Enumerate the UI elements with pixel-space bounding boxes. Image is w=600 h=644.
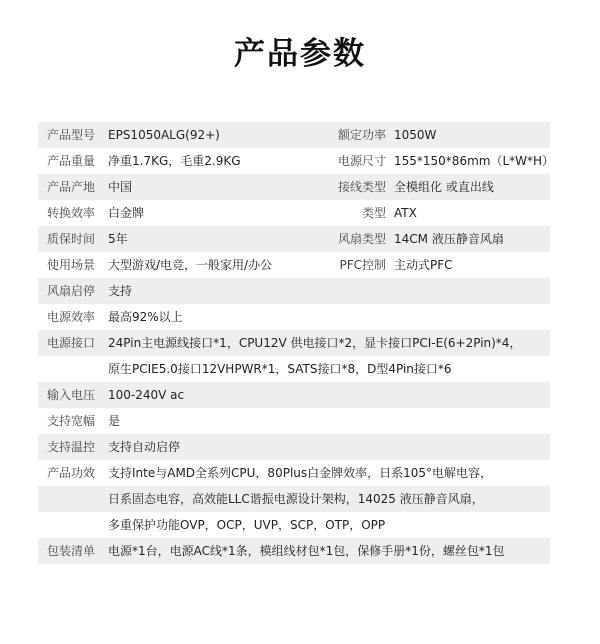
- table-row: [38, 148, 555, 174]
- table-row: [38, 122, 550, 148]
- page-title: 产品参数: [234, 36, 366, 72]
- spec-value: 多重保护功能OVP，OCP，UVP，SCP，OTP，OPP: [108, 518, 386, 532]
- spec-value: 14CM 液压静音风扇: [394, 232, 504, 246]
- spec-value: 原生PCIE5.0接口12VHPWR*1，SATS接口*8，D型4Pin接口*6: [108, 362, 452, 376]
- spec-value: 中国: [108, 180, 133, 194]
- spec-label: 包装清单: [47, 544, 96, 558]
- table-row: [38, 486, 550, 512]
- spec-value: 支持: [108, 284, 133, 298]
- spec-label: 转换效率: [47, 206, 96, 220]
- spec-value: 电源*1台，电源AC线*1条，模组线材包*1包，保修手册*1份，螺丝包*1包: [108, 544, 505, 558]
- spec-value: 支持自动启停: [108, 440, 181, 454]
- table-row: [38, 408, 550, 434]
- table-row: [38, 356, 550, 382]
- spec-value: 净重1.7KG，毛重2.9KG: [108, 154, 241, 168]
- table-row: [38, 304, 550, 330]
- spec-value: 24Pin主电源线接口*1，CPU12V 供电接口*2，显卡接口PCI-E(6+2Pin)*4，: [108, 336, 522, 350]
- spec-value: 100-240V ac: [108, 388, 185, 402]
- spec-label: 输入电压: [47, 388, 96, 402]
- spec-label: 接线类型: [337, 180, 386, 194]
- table-row: [38, 538, 550, 564]
- spec-label: PFC控制: [339, 258, 386, 272]
- spec-label: 电源接口: [47, 336, 96, 350]
- spec-value: 155*150*86mm（L*W*H）: [394, 154, 555, 168]
- spec-value: 5年: [108, 232, 128, 246]
- table-row: [38, 382, 550, 408]
- spec-label: 额定功率: [337, 128, 386, 142]
- spec-value: 日系固态电容，高效能LLC谐振电源设计架构，14025 液压静音风扇，: [108, 492, 484, 506]
- spec-value: 大型游戏/电竞，一般家用/办公: [108, 258, 273, 272]
- spec-label: 支持宽幅: [47, 414, 96, 428]
- table-row: [38, 460, 550, 486]
- table-row: [38, 512, 550, 538]
- table-row: [38, 330, 550, 356]
- spec-table: [38, 122, 555, 564]
- table-row: [38, 200, 550, 226]
- spec-value: 是: [108, 414, 121, 428]
- spec-value: 主动式PFC: [394, 258, 453, 272]
- table-row: [38, 252, 550, 278]
- spec-label: 产品产地: [47, 180, 96, 194]
- spec-label: 支持温控: [47, 440, 96, 454]
- table-row: [38, 278, 550, 304]
- spec-value: 最高92%以上: [108, 310, 183, 324]
- spec-label: 产品功效: [47, 466, 96, 480]
- spec-label: 电源尺寸: [337, 154, 386, 168]
- spec-label: 产品型号: [47, 128, 96, 142]
- spec-value: EPS1050ALG(92+): [108, 128, 220, 142]
- spec-value: 白金牌: [108, 206, 145, 220]
- spec-label: 电源效率: [47, 310, 96, 324]
- table-row: [38, 174, 550, 200]
- spec-value: 1050W: [394, 128, 437, 142]
- spec-label: 使用场景: [47, 258, 96, 272]
- spec-value: 支持Inte与AMD全系列CPU，80Plus白金牌效率，日系105°电解电容，: [108, 466, 493, 480]
- spec-label: 风扇启停: [47, 284, 96, 298]
- spec-label: 产品重量: [47, 154, 96, 168]
- spec-value: 全模组化 或直出线: [394, 180, 494, 194]
- table-row: [38, 434, 550, 460]
- table-row: [38, 226, 550, 252]
- spec-label: 类型: [361, 206, 386, 220]
- spec-value: ATX: [394, 206, 417, 220]
- spec-label: 风扇类型: [337, 232, 386, 246]
- spec-label: 质保时间: [47, 232, 96, 246]
